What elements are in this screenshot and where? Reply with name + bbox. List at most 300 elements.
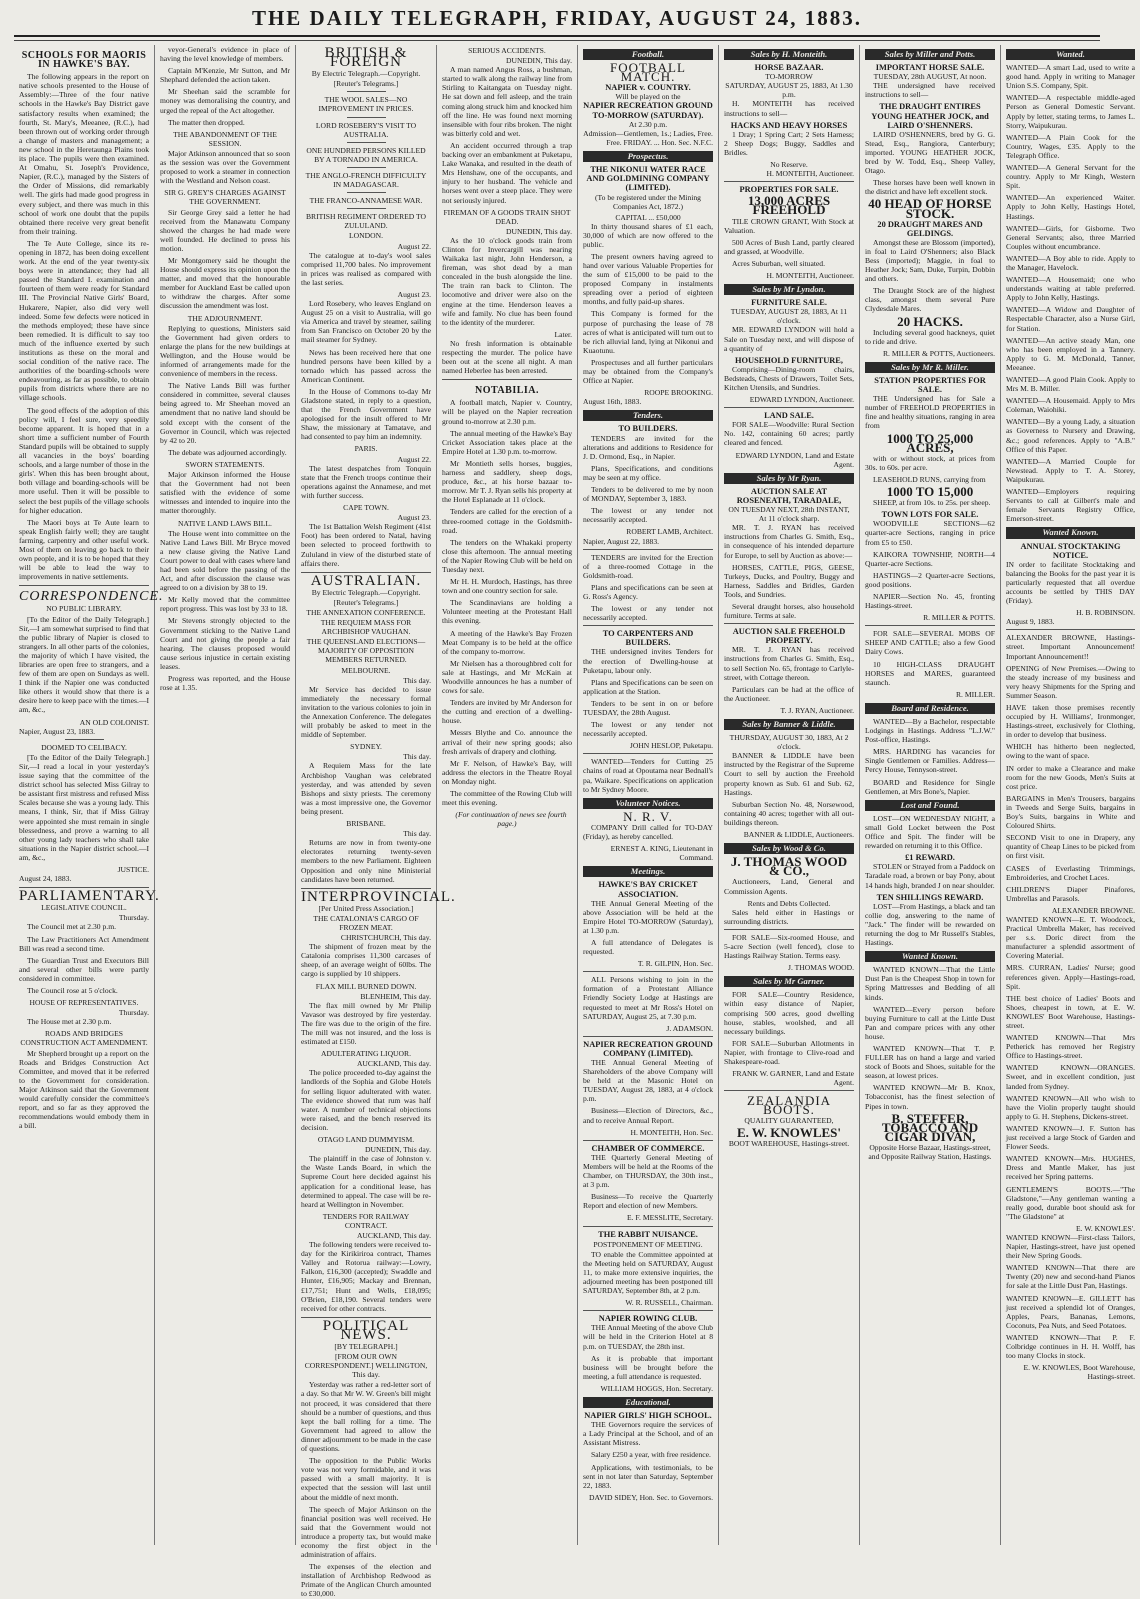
ad-headline: NAPIER RECREATION GROUND COMPANY (LIMITED).	[583, 1039, 713, 1058]
city: PARIS.	[354, 444, 378, 454]
ad-headline: THE NIKONUI WATER RACE AND GOLDMINING COMPANY (LIMITED).	[586, 165, 710, 193]
paragraph: The House met at 2.30 p.m.	[27, 1017, 112, 1027]
classified-item: CASES of Everlasting Trimmings, Embroideries, and Crochet Laces.	[1006, 863, 1135, 882]
masthead-rule	[14, 40, 1100, 41]
signature: ROOPE BROOKING.	[644, 388, 713, 398]
notabilia-title: NOTABILIA.	[475, 385, 539, 397]
paragraph: No fresh information is obtainable respecting the murder. The police have been out at the scene all night. A man named Heberlee has been arrested.	[442, 338, 572, 376]
headline: SERIOUS ACCIDENTS.	[468, 46, 546, 55]
paragraph: THE Governors require the services of a Lady Principal at the School, and of an Assistant Mistress.	[583, 1420, 713, 1448]
headline: THE ANGLO-FRENCH DIFFICULTY IN MADAGASCAR.	[305, 170, 427, 190]
ad-headline: STATION PROPERTIES FOR SALE.	[874, 376, 986, 395]
paragraph: As it is probable that important business will be brought before the meeting, a full attendance is requested.	[583, 1353, 713, 1381]
political-news-title: POLITICAL NEWS.	[322, 1317, 410, 1343]
divider	[65, 739, 104, 740]
section-banner: Meetings.	[583, 866, 713, 877]
paragraph: Several draught horses, also household furniture. Terms at sale.	[724, 601, 854, 621]
column-8	[1001, 45, 1140, 1545]
paragraph: Mr Stevens strongly objected to the Government sticking to the Native Land Court and not giving the people a fair hearing. The clauses proposed would cause serious injustice in certain existing leases.	[160, 616, 290, 671]
headline: TENDERS FOR RAILWAY CONTRACT.	[322, 1211, 410, 1230]
paragraph: MR. T. J. RYAN has received instructions from Charles G. Smith, Esq., to sell Section No. 65, frontage to Carlyle-street, with Cottage thereon.	[724, 645, 854, 682]
classified-item: WANTED KNOWN—Mrs. HUGHES, Dress and Mantle Maker, has just received her Spring patterns.	[1006, 1154, 1135, 1182]
signature: FRANK W. GARNER, Land and Estate Agent.	[732, 1069, 854, 1088]
subhead: THE ADJOURNMENT.	[187, 313, 263, 323]
paragraph: Captain M'Kenzie, Mr Sutton, and Mr Shephard defended the action taken.	[160, 66, 290, 85]
classified-item: WANTED—A Married Couple for Newstead. Apply to T. A. Storey, Waipukurau.	[1006, 456, 1135, 484]
paragraph: The catalogue at to-day's wool sales comprised 11,700 bales. No improvement in prices was realised as compared with the last series.	[301, 250, 431, 287]
paragraph: The expenses of the election and installation of Archbishop Redwood as Primate of the Anglican Church amounted to £30,000.	[301, 1562, 431, 1599]
paragraph: The following appears in the report on native schools presented to the House of Assembly:—Three of the four native schools in the Hawke's Bay District gave satisfactory results when examined; the fourth, St. Mary's, Meeanee, (R.C.), had been thrown out of working order through a change of masters and management; a new school in the Heretaunga Plains took its place. The pupils were then examined. At Omahu, St. Joseph's Providence, Napier, (R.C.), managed by the Sisters of the Order of Missions, did remarkably well. The girls had made good progress in every subject, and there was much in this school of work one doubt that the pupils obtained there receive very great benefit from their training.	[19, 72, 149, 236]
paragraph: HASTINGS—2 Quarter-acre Sections, good positions.	[865, 570, 995, 589]
ad-headline: AUCTION SALE FREEHOLD PROPERTY.	[732, 627, 846, 646]
classified-item: WANTED—A smart Lad, used to write a good hand. Apply in writing to Manager Union S.S. Company, Spit.	[1006, 63, 1135, 91]
paragraph: Tenders to be delivered to me by noon of MONDAY, September 3, 1883.	[583, 485, 713, 504]
classified-item: WANTED KNOWN—That Mrs Petherick has removed her Registry Office to Hastings-street.	[1006, 1033, 1135, 1061]
headline: THE FRANCO-ANNAMESE WAR.	[309, 196, 423, 206]
classified-item: IN order to make a Clearance and make room for the new Goods, Men's Suits at cost price.	[1006, 763, 1135, 791]
paragraph: Sales held either in Hastings or surrounding districts.	[724, 907, 854, 926]
source: [Reuter's Telegrams.]	[333, 597, 399, 607]
paragraph: The police proceeded to-day against the landlords of the Sophia and Globe Hotels for selling liquor adulterated with water. The evidence showed that rum was half water. A number of technical objections were raised, and the bench reserved its decision.	[301, 1068, 431, 1132]
ad-line: THE DRAUGHT ENTIRES YOUNG HEATHER JOCK, and LAIRD O'SHENNERS.	[871, 102, 989, 130]
ad-line: 20 DRAUGHT MARES AND GELDINGS.	[877, 219, 983, 238]
classified-item: WANTED—A Plain Cook for the Country, Wages, £35. Apply to the Telegraph Office.	[1006, 132, 1135, 160]
classified-item: WANTED—Employers requiring Servants to call at Gilbert's male and female Servants Registry Office, Emerson-street.	[1006, 487, 1135, 524]
headline: THE ANNEXATION CONFERENCE.	[306, 607, 426, 617]
city: LONDON.	[349, 231, 383, 241]
divider	[442, 379, 572, 380]
classified-item: BARGAINS in Men's Trousers, bargains in Tweeds and Serge Suits, bargains in Boy's Suits, bargains in White and Coloured Shirts.	[1006, 793, 1135, 831]
section-banner: Sales by Wood & Co.	[724, 843, 854, 854]
divider	[347, 91, 386, 92]
paragraph: THE Undersigned has for Sale a number of FREEHOLD PROPERTIES in fine and healthy situations, ranging in area from	[865, 394, 995, 431]
paragraph: The opposition to the Public Works vote was not very formidable, and it was passed with a small majority. It is expected that the session will last until about the middle of next month.	[301, 1456, 431, 1502]
paragraph: LAIRD O'SHENNERS, bred by G. G. Stead, Esq., Rangiora, Canterbury; imported. YOUNG HEATHER JOCK, bred by W. Todd, Esq., Sheep Valley, Otago.	[865, 129, 995, 176]
section-banner: Sales by Mr Lyndon.	[724, 284, 854, 295]
signature: T. R. GILPIN, Hon. Sec.	[637, 959, 713, 969]
signature: T. J. RYAN, Auctioneer.	[780, 705, 854, 715]
paragraph: WANTED KNOWN—Mr B. Knox, Tobacconist, has the finest selection of Pipes in town.	[865, 1083, 995, 1111]
classified-item: GENTLEMEN'S BOOTS.—"The Gladstone,"—Any gentleman wanting a really good, durable boot should ask for "The Gladstone" at	[1006, 1184, 1135, 1221]
paragraph: THE undersigned invites Tenders for the erection of Dwelling-house at Puketapu, labour only.	[583, 647, 713, 675]
classified-item: WANTED KNOWN—All who wish to have the Violin properly taught should apply to G. H. Stephens, Dickens-street.	[1006, 1093, 1135, 1121]
dateline: Napier, August 22, 1883.	[583, 536, 660, 546]
section-banner: Sales by Mr R. Miller.	[865, 362, 995, 373]
ad-headline: FOOTBALL MATCH.	[610, 60, 686, 85]
section-banner: Sales by Banner & Liddle.	[724, 719, 854, 730]
dateline: This day.	[403, 675, 431, 685]
classified-item: WANTED—An experienced Waiter. Apply to John Kelly, Hastings Hotel, Hastings.	[1006, 193, 1135, 221]
paragraph: The lowest or any tender not necessarily accepted.	[583, 506, 713, 525]
paragraph: Returns are now in from twenty-one electorates returning twenty-seven members to the new Parliament. Eighteen Opposition and only nine Ministerial candidates have been returned.	[301, 838, 431, 884]
paragraph: The annual meeting of the Hawke's Bay Cricket Association takes place at the Empire Hotel at 1.30 p.m. to-morrow.	[442, 428, 572, 456]
paragraph: Business—Election of Directors, &c., and to receive Annual Report.	[583, 1106, 713, 1125]
column-2	[155, 45, 296, 1545]
paragraph: Amongst these are Blossom (imported), in foal to Laird O'Shenners; also Black Bess (imported); Maggie, in foal to Heather Jock; Sam, Duke, Turpin, Dobbin and others.	[865, 237, 995, 284]
paragraph: The matter then dropped.	[168, 117, 245, 127]
parliamentary-title: PARLIAMENTARY.	[19, 888, 160, 905]
dateline: August 23.	[397, 289, 431, 299]
column-3	[296, 45, 456, 1599]
paragraph: Major Atkinson announced that so soon as the session was over the Government proposed to work a steamer in connection with the Westland and Nelson coast.	[160, 148, 290, 186]
paragraph: FOR SALE—Woodville: Rural Section No. 142, containing 60 acres; partly cleared and fenced.	[724, 420, 854, 448]
classified-item: ALEXANDER BROWNE, Hastings-street. Important Announcement! Important Announcement!!	[1006, 633, 1135, 661]
paragraph: As the 10 o'clock goods train from Clinton for Invercargill was nearing Waikaka last night, John Henderson, a fireman, was shot dead by a man concealed in the bush alongside the line. The train ran back to Clinton. The locomotive and driver were also on the engine at the time. Henderson leaves a wife and family. No clue has been found to the identity of the murderer.	[442, 235, 572, 327]
paragraph: SHEEP, at from 10s. to 25s. per sheep.	[873, 498, 991, 508]
dateline: Thursday.	[118, 913, 149, 923]
signature: H. MONTEITH, Auctioneer.	[766, 169, 854, 179]
paragraph: Plans and specifications can be seen at G. Ross's Agency.	[583, 582, 713, 601]
signature: H. B. ROBINSON.	[1076, 608, 1135, 618]
signature: H. MONTEITH, Auctioneer.	[766, 270, 854, 280]
ad-headline: THE RABBIT NUISANCE.	[598, 1229, 698, 1239]
paragraph: The lowest or any tender not necessarily accepted.	[583, 720, 713, 739]
byline: By Electric Telegraph.—Copyright.	[311, 587, 421, 597]
ad-subhead: POSTPONEMENT OF MEETING.	[593, 1239, 703, 1249]
paragraph: In the House of Commons to-day Mr Gladstone stated, in reply to a question, that the French Government have apologised for the insult offered to Mr Shaw, the missionary at Tamatave, and had consented to pay him an indemnity.	[301, 386, 431, 442]
paragraph: Tenders are called for the erection of a three-roomed cottage in the Goldsmith-road.	[442, 507, 572, 535]
ad-headline: FURNITURE SALE.	[751, 298, 827, 308]
ad-line: TO-MORROW	[765, 72, 813, 82]
signature: ALEXANDER BROWNE.	[1051, 905, 1135, 915]
dateline: August 16th, 1883.	[583, 397, 642, 407]
paragraph: THE Annual Meeting of the above Club will be held in the Criterion Hotel at 8 p.m. on TUESDAY, the 28th inst.	[583, 1323, 713, 1351]
dateline: AUCKLAND, This day.	[356, 1230, 431, 1240]
paragraph: A full attendance of Delegates is requested.	[583, 937, 713, 957]
divider	[347, 117, 386, 118]
ad-line: SATURDAY, AUGUST 25, 1883, At 1.30 p.m.	[725, 81, 853, 100]
paragraph: This Company is formed for the purpose of purchasing the lease of 78 acres of what is anticipated will turn out to be rich alluvial land, lying at Nikonui and Kuaotunu.	[583, 309, 713, 355]
headline: THE REQUIEM MASS FOR ARCHBISHOP VAUGHAN.	[320, 618, 412, 637]
paragraph: LOST—ON WEDNESDAY NIGHT, a small Gold Locket between the Post Office and Spit. The finder will be rewarded on returning it to this Office.	[865, 813, 995, 851]
section-sub: HOUSE OF REPRESENTATIVES.	[29, 998, 139, 1008]
paragraph: TILE CROWN GRANT, With Stock at Valuation.	[724, 216, 854, 235]
paragraph: Major Atkinson informed the House that the Government had not been satisfied with the evidence of some witnesses and intended to inquire into the matter thoroughly.	[160, 470, 290, 516]
paragraph: The tenders on the Whakaki property close this afternoon. The annual meeting of the Napier Rowing Club will be held on Tuesday next.	[442, 537, 572, 574]
classified-item: WANTED—An active steady Man, one who has been employed in a Tannery. Apply to G. M. McDonald, Tanner, Meeanee.	[1006, 335, 1135, 372]
section-banner: Tenders.	[583, 410, 713, 421]
ad-headline: IMPORTANT HORSE SALE.	[875, 63, 985, 73]
ad-headline: TO BUILDERS.	[618, 424, 678, 434]
paragraph: TENDERS are invited for the Erection of a three-roomed Cottage in the Goldsmith-road.	[583, 552, 713, 580]
paragraph: The Draught Stock are of the highest class, amongst them several Pure Clydesdale Mares.	[865, 286, 995, 314]
classified-item: WANTED—By a young Lady, a situation as Governess to Nursery and Drawing, &c.; good references. Apply to "A.B." Office of this Paper.	[1006, 417, 1135, 454]
classified-item: SECOND Visit to one in Drapery, any quantity of Cheap Lines to be picked from on first visit.	[1006, 833, 1135, 861]
classified-item: THE best choice of Ladies' Boots and Shoes, cheapest in town, at E. W. KNOWLES' Boot Warehouse, Hastings-street.	[1006, 993, 1135, 1030]
ad-line: CAPITAL ... £50,000	[615, 212, 681, 222]
ad-subhead: NAPIER v. COUNTRY.	[605, 83, 691, 93]
headline: THE QUEENSLAND ELECTIONS—MAJORITY OF OPPOSITION MEMBERS RETURNED.	[306, 637, 426, 665]
paragraph: FOR SALE—Country Residence, within easy distance of Napier, comprising 500 acres, good dwelling house, stables, woolshed, and all necessary buildings.	[724, 990, 854, 1036]
paragraph: Mr Shepherd brought up a report on the Roads and Bridges Construction Act Committee, and moved that it be referred to the Government for consideration. Major Atkinson said that the Government would carefully consider the committee's report, and so far as they approved the recommendations would embody them in a bill.	[19, 1048, 149, 1131]
paragraph: The 1st Battalion Welsh Regiment (41st Foot) has been ordered to Natal, having been selected to proceed forthwith to Zululand in view of the disturbed state of affairs there.	[301, 522, 431, 568]
classified-item: WANTED—Girls, for Gisborne. Two General Servants; also, three Married Couples without encumbrance.	[1006, 223, 1135, 251]
paragraph: LEASEHOLD RUNS, carrying from	[873, 474, 986, 484]
signature: WILLIAM HOGGS, Hon. Secretary.	[600, 1383, 713, 1393]
column-6	[719, 45, 860, 1545]
classified-item: WANTED KNOWN—J. F. Sutton has just received a large Stock of Garden and Flower Seeds.	[1006, 1123, 1135, 1152]
headline: THE WOOL SALES—NO IMPROVEMENT IN PRICES.	[318, 95, 414, 114]
byline: By Electric Telegraph.—Copyright.	[311, 69, 421, 79]
column-4	[437, 45, 578, 1545]
ad-big-figure: 1000 TO 25,000 ACRES,	[886, 430, 974, 455]
classified-item: WANTED KNOWN—First-class Tailors, Napier, Hastings-street, have just opened their New Spring Goods.	[1006, 1232, 1135, 1261]
ad-line: Admission—Gentlemen, 1s.; Ladies, Free.	[583, 128, 713, 138]
paragraph: These horses have been well known in the district and have left excellent stock.	[865, 178, 995, 197]
paragraph: Applications, with testimonials, to be sent in not later than Saturday, September 22, 1883.	[583, 1462, 713, 1490]
paragraph: LOST—From Hastings, a black and tan collie dog, answering to the name of "Jack." The finder will be rewarded on returning the dog to Mr Russell's Stables, Hastings.	[865, 901, 995, 948]
paragraph: Mr H. H. Murdoch, Hastings, has three town and one country section for sale.	[442, 577, 572, 596]
paragraph: [To the Editor of the Daily Telegraph.] Sir,—I read a local in your yesterday's issue saying that the committee of the district school has selected Miss Gilray to be assistant first mistress and refused Miss Scales because she was a young lady. This means, I think, Sir, that if Miss Gilray were appointed she must remain in single blessedness, and prove a warning to all other young lady teachers who shall take situations in the Napier district school.—I am, &c.,	[19, 752, 149, 862]
signature: EDWARD LYNDON, Land and Estate Agent.	[735, 450, 854, 469]
headline: OTAGO LAND DUMMYISM.	[317, 1135, 415, 1145]
signature: JUSTICE.	[117, 864, 149, 874]
city: SYDNEY.	[350, 742, 382, 752]
paragraph: The Scandinavians are holding a Volunteer meeting at the Protestant Hall this evening.	[442, 598, 572, 626]
paragraph: STOLEN or Strayed from a Paddock on Taradale road, a brown or bay Pony, about 14 hands high, branded J on near shoulder.	[865, 862, 995, 890]
paragraph: FOR SALE—SEVERAL MOBS OF SHEEP AND CATTLE; also a few Good Dairy Cows.	[865, 629, 995, 657]
section-banner: Lost and Found.	[865, 800, 995, 811]
ad-line: Free. FRIDAY. ... Hon. Sec. N.F.C.	[606, 137, 713, 147]
paragraph: WANTED—Tenders for Cutting 25 chains of road at Opoutama near Bednall's pa, Waikare. Specifications on application to Mr Sydney Moore.	[583, 757, 713, 794]
ad-line: £1 REWARD.	[905, 853, 955, 863]
subhead: SWORN STATEMENTS.	[185, 459, 265, 469]
paragraph: THE undersigned have received instructions to sell—	[865, 81, 995, 100]
paragraph: Mr Nielsen has a thoroughbred colt for sale at Hastings, and Mr McKain at Woodville announces he has a number of cows for sale.	[442, 658, 572, 696]
headline: BRITISH REGIMENT ORDERED TO ZULULAND.	[305, 212, 427, 231]
classified-item: WANTED—A good Plain Cook. Apply to Mrs M. B. Miller.	[1006, 375, 1135, 394]
section-banner: Wanted Known.	[865, 951, 995, 962]
dateline: Later.	[554, 329, 572, 339]
paragraph: with or without stock, at prices from 30s. to 60s. per acre.	[865, 453, 995, 472]
paragraph: veyor-General's evidence in place of having the level knowledge of members.	[160, 45, 290, 64]
interprovincial-title: INTERPROVINCIAL.	[301, 888, 456, 905]
paragraph: 10 HIGH-CLASS DRAUGHT HORSES and MARES, guaranteed staunch.	[865, 659, 995, 687]
ad-line: TUESDAY, 28th AUGUST, At noon.	[873, 72, 987, 82]
signature: R. MILLER & POTTS, Auctioneers.	[882, 348, 995, 358]
ad-headline: TOWN LOTS FOR SALE.	[881, 510, 979, 520]
classified-item: WANTED KNOWN—That P. F. Colbridge continues in H. H. Wolff, has too many Clocks in stock.	[1006, 1332, 1135, 1361]
paragraph: Auctioneers, Land, General and Commission Agents.	[724, 877, 854, 896]
paragraph: Mr Kelly moved that the committee report progress. This was lost by 33 to 18.	[160, 595, 290, 614]
paragraph: MRS. HARDING has vacancies for Single Gentlemen or Families. Address—Percy House, Tennyson-street.	[865, 747, 995, 775]
paragraph: BOARD and Residence for Single Gentlemen, at Mrs Bone's, Napier.	[865, 777, 995, 796]
paragraph: The good effects of the adoption of this policy will, I feel sure, very speedily become apparent. It is hoped that in a short time a sufficient number of Fourth Standard pupils will be obtained to supply all vacancies in the boys' boarding schools, and a large number of those in the girls'. When this has been brought about, both village and boarding-schools will be more useful. Then it will be possible to select the best pupils of the village schools for higher education.	[19, 405, 149, 515]
dateline: August 22.	[397, 241, 431, 251]
signature: E. W. KNOWLES'.	[1076, 1223, 1135, 1233]
signature: EDWARD LYNDON, Auctioneer.	[749, 395, 854, 405]
ad-headline: PROPERTIES FOR SALE.	[739, 185, 839, 195]
ad-headline: ZEALANDIA BOOTS.	[746, 1093, 832, 1118]
paragraph: A meeting of the Hawke's Bay Frozen Meat Company is to be held at the office of the company to-morrow.	[442, 628, 572, 656]
headline: ADULTERATING LIQUOR.	[321, 1049, 411, 1059]
divider	[347, 208, 386, 209]
byline: [BY TELEGRAPH.]	[334, 1342, 398, 1351]
paragraph: An accident occurred through a trap backing over an embankment at Puketapu, Lake Wanaka, and resulted in the death of Mrs Henshaw, one of the occupants, and injury to her husband. The vehicle and horses went over a steep place. They were not seriously injured.	[442, 140, 572, 205]
ad-line: THURSDAY, AUGUST 30, 1883, At 2 o'clock.	[729, 733, 849, 752]
signature: E. W. KNOWLES, Boot Warehouse, Hastings-street.	[1023, 1363, 1135, 1382]
ad-headline: NAPIER ROWING CLUB.	[598, 1314, 698, 1324]
column-7	[860, 45, 1001, 1545]
ad-line: TUESDAY, AUGUST 28, 1883, At 11 o'clock.	[730, 307, 848, 326]
paragraph: Plans, Specifications, and conditions may be seen at my office.	[583, 463, 713, 482]
city: CAPE TOWN.	[343, 503, 389, 513]
ad-line: Opposite Horse Bazaar, Hastings-street, and Opposite Railway Station, Hastings.	[868, 1142, 992, 1162]
classified-item: HAVE taken those premises recently occupied by H. Williams', Ironmonger, Hastings-street, exclusively for Clothing, in order to develop that business.	[1006, 703, 1135, 740]
ad-line: ON TUESDAY NEXT, 28th INSTANT, At 11 o'clock sharp.	[728, 505, 850, 524]
paragraph: Including several good hackneys, quiet to ride and drive.	[865, 327, 995, 346]
ad-big-figure: 1000 TO 15,000	[886, 484, 974, 500]
section-sub: LEGISLATIVE COUNCIL.	[41, 903, 127, 913]
ad-headline: HORSE BAZAAR.	[754, 63, 824, 73]
ad-line: TEN SHILLINGS REWARD.	[876, 892, 984, 902]
paragraph: Comprising—Dining-room chairs, Bedsteads, Chests of Drawers, Toilet Sets, Kitchen Utensils, and Sundries.	[724, 364, 854, 392]
paragraph: Plans and Specifications can be seen on application at the Station.	[583, 677, 713, 696]
paragraph: The lowest or any tender not necessarily accepted.	[583, 604, 713, 623]
paragraph: BANNER & LIDDLE have been instructed by the Registrar of the Supreme Court to sell by auction the Freehold property known as Sub. 61 and Sub. 62, Hastings.	[724, 751, 854, 797]
masthead-title: THE DAILY TELEGRAPH, FRIDAY, AUGUST 24, 1883.	[14, 6, 1100, 37]
paragraph: Yesterday was rather a red-letter sort of a day. So that Mr W. W. Green's bill might not proceed, it was considered that there should be a number of questions, and thus kept the ball rolling for a time. The Government had agreed to allow the dinner adjournment to be made in the case of questions.	[301, 1380, 431, 1454]
signature: J. THOMAS WOOD.	[788, 963, 854, 973]
section-banner: Prospectus.	[583, 151, 713, 162]
dateline: DUNEDIN, This day.	[364, 1145, 431, 1155]
classified-item: IN order to facilitate Stocktaking and balancing the Books for the past year it is particularly requested that all overdue accounts be settled by THIS DAY (Friday).	[1006, 559, 1135, 606]
paragraph: The speech of Major Atkinson on the financial position was well received. He said that the Government would not introduce a property tax, but would make economy the first object in the administration of affairs.	[301, 1504, 431, 1560]
correspondence-sub: NO PUBLIC LIBRARY.	[46, 604, 122, 614]
signature: ERNEST A. KING, Lieutenant in Command.	[610, 844, 713, 863]
byline: [Per United Press Association.]	[318, 903, 414, 913]
paragraph: WANTED KNOWN—That the Little Dust Pan is the Cheapest Shop in town for Spring Mattresses and Bedding of all kinds.	[865, 965, 995, 1002]
classified-item: WANTED KNOWN—ORANGES. Sweet, and in excellent condition, just landed from Sydney.	[1006, 1063, 1135, 1091]
paragraph: HORSES, CATTLE, PIGS, GEESE, Turkeys, Ducks, and Poultry, Buggy and Harness, Saddles and Bridles, Garden Tools, and Sundries.	[724, 562, 854, 599]
ad-line: Will be played on the	[615, 92, 681, 102]
signature: R. MILLER & POTTS.	[923, 613, 995, 623]
paragraph: Mr F. Nelson, of Hawke's Bay, will address the electors in the Theatre Royal on Monday night.	[442, 758, 572, 786]
paragraph: The debate was adjourned accordingly.	[168, 447, 287, 457]
dateline: This day.	[403, 829, 431, 839]
ad-subhead: (To be registered under the Mining Companies Act, 1872.)	[595, 193, 701, 212]
source: [FROM OUR OWN CORRESPONDENT.] WELLINGTON, This day.	[304, 1352, 428, 1380]
paragraph: The Guardian Trust and Executors Bill and several other bills were partly considered in committee.	[19, 955, 149, 983]
signature: J. ADAMSON.	[666, 1023, 713, 1033]
section-banner: Volunteer Notices.	[583, 798, 713, 809]
ad-line: NAPIER RECREATION GROUND TO-MORROW (SATURDAY).	[583, 101, 713, 120]
paragraph: In thirty thousand shares of £1 each, 30,000 of which are now offered to the public.	[583, 221, 713, 249]
headline: FLAX MILL BURNED DOWN.	[315, 981, 417, 991]
paragraph: Lord Rosebery, who leaves England on August 25 on a visit to Australia, will go via America and travel by steamer, sailing from San Francisco on October 20 by the mail steamer for Sydney.	[301, 299, 431, 345]
paragraph: Messrs Blythe and Co. announce the arrival of their new spring goods; also fresh arrivals of drapery and clothing.	[442, 728, 572, 756]
paragraph: A Requiem Mass for the late Archbishop Vaughan was celebrated yesterday, and was attended by seven Bishops and sixty priests. The ceremony was a most impressive one, the Governor being present.	[301, 761, 431, 816]
paragraph: Particulars can be had at the office of the Auctioneer.	[724, 684, 854, 703]
ad-big-figure: B. STEFFER, TOBACCO AND CIGAR DIVAN,	[881, 1110, 979, 1144]
column-5	[578, 45, 719, 1545]
paragraph: Acres Suburban, well situated.	[732, 258, 826, 268]
paragraph: WANTED—By a Bachelor, respectable Lodgings in Hastings. Address "L.J.W." Post-office, Hastings.	[865, 717, 995, 745]
signature: ROBERT LAMB, Architect.	[626, 527, 713, 537]
classified-item: OPENING of New Premises.—Owing to the steady increase of my business and very heavy Shipments for the Spring and Summer Season.	[1006, 663, 1135, 700]
ad-line: BOOT WAREHOUSE, Hastings-street.	[728, 1138, 850, 1148]
headline: THE CATALONIA'S CARGO OF FROZEN MEAT.	[313, 913, 419, 932]
section-banner: Sales by Mr Ryan.	[724, 473, 854, 484]
source: [Reuter's Telegrams.]	[333, 79, 399, 89]
headline: ONE HUNDRED PERSONS KILLED BY A TORNADO IN AMERICA.	[306, 145, 426, 164]
ad-line: HACKS AND HEAVY HORSES	[730, 120, 848, 130]
paragraph: The Council met at 2.30 p.m.	[27, 922, 117, 932]
ad-line: No Reserve.	[770, 160, 808, 170]
ad-big-figure: J. THOMAS WOOD & CO.,	[730, 854, 848, 879]
paragraph: The Te Aute College, since its re-opening in 1872, has been doing excellent work. At the end of the year twenty-six boys were in attendance; they had all passed the Standard I. examination and fourteen of them were ready for Standard III. The Provincial Native Girls' Board, Hukarere, Napier, also did very well indeed. Some few defects were noticed in the methods employed; these have since been remedied. It is difficult to say too much of the influence exerted by such institutions as these on the moral and social condition of the native race. The authorities of the boarding-schools were endeavouring, as far as possible, to obtain pupils from districts where there are no village schools.	[19, 238, 149, 403]
paragraph: The plaintiff in the case of Johnston v. the Waste Lands Board, in which the Supreme Court here decided against his application for a conditional lease, has determined to appeal. The case will be re-heard at Wellington in November.	[301, 1154, 431, 1209]
dateline: August 23.	[397, 513, 431, 523]
paragraph: Salary £250 a year, with free residence.	[591, 1450, 711, 1460]
dateline: This day.	[403, 752, 431, 762]
ad-big-figure: E. W. KNOWLES'	[736, 1124, 842, 1140]
paragraph: The Native Lands Bill was further considered in committee, several clauses being agreed to. Mr Sheehan moved an amendment that no native land should be sold except with the consent of the Governor in Council, which was rejected by 42 to 20.	[160, 381, 290, 445]
paragraph: A man named Angus Ross, a bushman, started to walk along the railway line from Stirling to Kaitangata on Tuesday night. He sat down and fell asleep, and the train coming along struck him and knocked him off the line. He was found next morning insensible with four ribs broken. The night was bitterly cold and wet.	[442, 65, 572, 138]
doomed-title: DOOMED TO CELIBACY.	[41, 742, 127, 752]
australian-title: AUSTRALIAN.	[310, 572, 422, 589]
classified-item: WANTED—A respectable middle-aged Person as General Domestic Servant. Apply by letter, stating terms, to James L. Storry, Waipukurau.	[1006, 93, 1135, 130]
paragraph: Tenders are invited by Mr Anderson for the cutting and erection of a dwelling-house.	[442, 698, 572, 726]
ad-headline: HAWKE'S BAY CRICKET ASSOCIATION.	[598, 880, 698, 899]
paragraph: [To the Editor of the Daily Telegraph.] Sir,—I am somewhat surprised to find that the public library of Napier is closed to strangers. In all other parts of the colonies, the majority of which I have visited, the libraries are open free to strangers, and a few of them are open on Sundays as well. I think if the Napier one was conducted like others it would show that there is a desire here to keep pace with the times.—I am, &c.,	[19, 614, 149, 715]
dateline: AUCKLAND, This day.	[356, 1059, 431, 1069]
paragraph: Prospectuses and all further particulars may be obtained from the Company's Office at Napier.	[583, 357, 713, 386]
headline: LORD ROSEBERY'S VISIT TO AUSTRALIA.	[315, 120, 417, 139]
column-1	[14, 45, 164, 1545]
signature: R. MILLER.	[955, 689, 995, 699]
paragraph: Suburban Section No. 48, Norsewood, containing 40 acres; together with all out-buildings thereon.	[724, 799, 854, 827]
divider	[347, 167, 386, 168]
paragraph: WANTED—Every person before buying Furniture to call at the Little Dust Pan and compare prices with any other house.	[865, 1004, 995, 1041]
section-banner: Educational.	[583, 1397, 713, 1408]
paragraph: THE Annual General Meeting of Shareholders of the above Company will be held at the Masonic Hotel on TUESDAY, August 28, 1883, at 4 o'clock p.m.	[583, 1058, 713, 1104]
classified-item: WHICH has hitherto been neglected, owing to the want of space.	[1006, 742, 1135, 761]
section-banner: Board and Residence.	[865, 703, 995, 714]
paragraph: 1 Dray; 1 Spring Cart; 2 Sets Harness; 2 Sheep Dogs; Buggy, Saddles and Bridles.	[724, 129, 854, 157]
paragraph: WOODVILLE SECTIONS—62 quarter-acre Sections, ranging in price from £5 to £50.	[865, 519, 995, 547]
dateline: Thursday.	[118, 1008, 149, 1018]
classified-item: CHILDREN'S Diaper Pinafores, Umbrellas and Parasols.	[1006, 884, 1135, 903]
paragraph: H. MONTEITH has received instructions to sell—	[724, 99, 854, 118]
paragraph: Business—To receive the Quarterly Report and election of new Members.	[583, 1192, 713, 1211]
city: BRISBANE.	[346, 819, 386, 829]
paragraph: FOR SALE—Suburban Allotments in Napier, with frontage to Clive-road and Shakespeare-road.	[724, 1038, 854, 1066]
ad-line: Rents and Debts Collected.	[747, 898, 831, 908]
paragraph: WANTED KNOWN—That T. P. FULLER has on hand a large and varied stock of Boots and Shoes, suitable for the season, at lowest prices.	[865, 1044, 995, 1081]
section-banner: Sales by Mr Garner.	[724, 976, 854, 987]
paragraph: The flax mill owned by Mr Philip Vavasor was destroyed by fire yesterday. The fire was due to the origin of the fire. The mill was not insured, and the loss is estimated at £150.	[301, 1000, 431, 1047]
columns	[14, 45, 1135, 1599]
paragraph: The House went into committee on the Native Land Laws Bill. Mr Bryce moved a new clause giving the Native Land Court power to deal with cases where land had been sold before the passing of the Act, and after discussion the clause was agreed to on a division by 38 to 19.	[160, 528, 290, 593]
ad-headline: AUCTION SALE AT ROSENEATH, TARADALE,	[736, 486, 842, 505]
section-sub: ROADS AND BRIDGES CONSTRUCTION ACT AMENDMENT.	[20, 1029, 148, 1048]
paragraph: The shipment of frozen meat by the Catalonia comprises 11,300 carcases of sheep, of an average weight of 60lbs. The cargo is supplied by 10 shippers.	[301, 942, 431, 979]
paragraph: A football match, Napier v. Country, will be played on the Napier recreation ground to-morrow at 2.30 p.m.	[442, 398, 572, 426]
dateline: DUNEDIN, This day.	[505, 226, 572, 236]
section-banner: Football.	[583, 49, 713, 60]
signature: BANNER & LIDDLE, Auctioneers.	[743, 830, 854, 840]
signature: AN OLD COLONIST.	[79, 717, 149, 727]
dateline: August 24, 1883.	[19, 874, 72, 884]
paragraph: KAIKORA TOWNSHIP, NORTH—4 Quarter-acre Sections.	[865, 549, 995, 568]
paragraph: Mr Sheehan said the scramble for money was demoralising the country, and urged the repeal of the Act altogether.	[160, 87, 290, 115]
section-banner: Wanted Known.	[1006, 527, 1135, 538]
paragraph: Mr Service has decided to issue immediately the necessary formal invitation to the various colonies to join in the Annexation Conference. The delegates will probably be asked to meet in the middle of September.	[301, 684, 431, 740]
paragraph: THE Annual General Meeting of the above Association will be held at the Empire Hotel TO-MORROW (Saturday), at 1.30 p.m.	[583, 898, 713, 935]
paragraph: TO enable the Committee appointed at the Meeting held on SATURDAY, August 11, to make more extensive inquiries, the adjourned meeting has been postponed till SATURDAY, September 8th, at 2 p.m.	[583, 1249, 713, 1296]
paragraph: Replying to questions, Ministers said the Government had given orders to enlarge the plans for the new buildings at Wellington, and the House would be informed of arrangements made for the convenience of members in the recess.	[160, 323, 290, 379]
